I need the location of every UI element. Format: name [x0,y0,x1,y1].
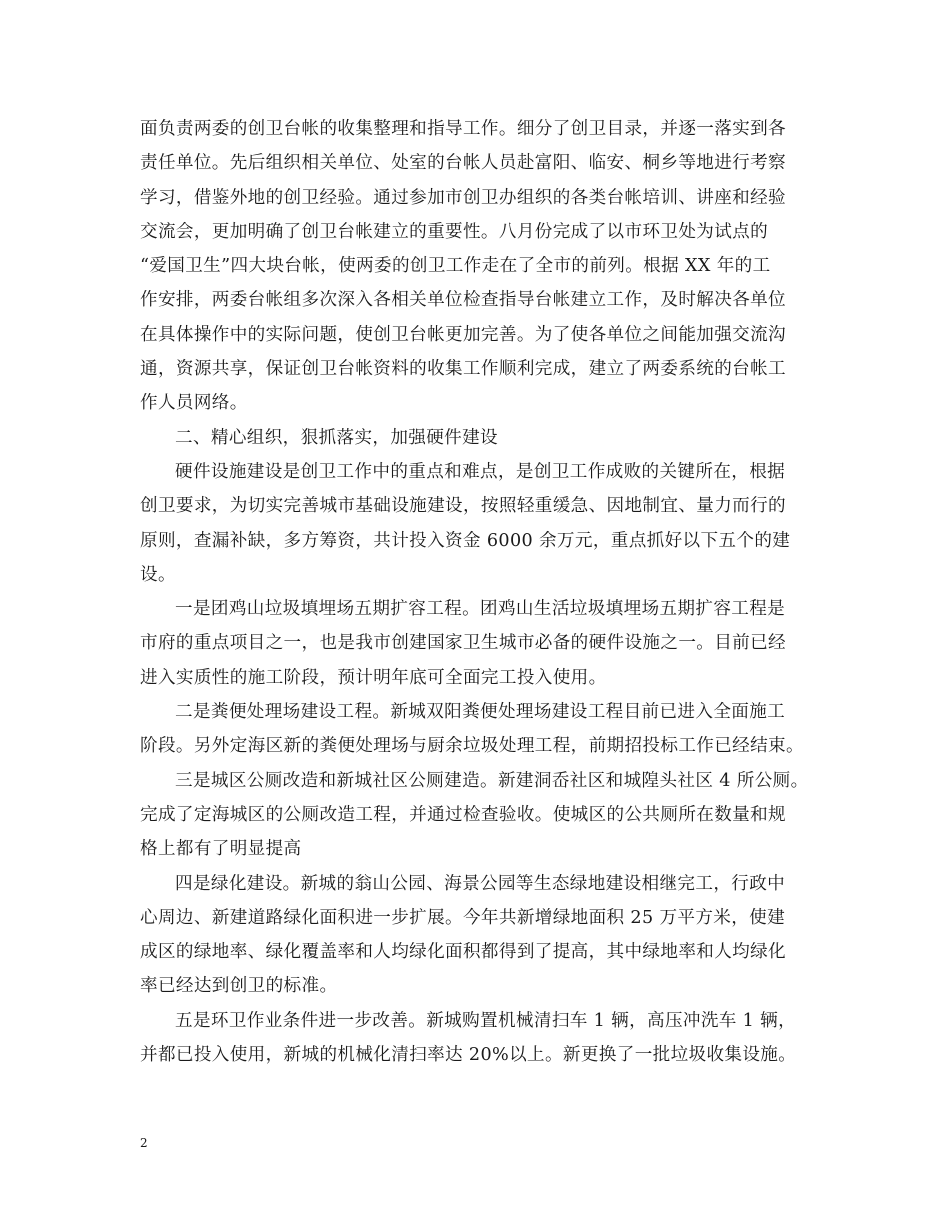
text-line: 作安排，两委台帐组多次深入各相关单位检查指导台帐建立工作，及时解决各单位 [140,290,786,311]
text-line: 心周边、新建道路绿化面积进一步扩展。今年共新增绿地面积 25 万平方米，使建 [140,907,786,928]
text-line: 二、精心组织，狠抓落实，加强硬件建设 [175,427,498,448]
text-line: 成区的绿地率、绿化覆盖率和人均绿化面积都得到了提高，其中绿地率和人均绿化 [140,942,786,963]
text-line: 并都已投入使用，新城的机械化清扫率达 20%以上。新更换了一批垃圾收集设施。 [140,1045,797,1066]
text-line: “爱国卫生”四大块台帐，使两委的创卫工作走在了全市的前列。根据 XX 年的工 [140,256,771,277]
text-line: 四是绿化建设。新城的翁山公园、海景公园等生态绿地建设相继完工，行政中 [175,873,786,894]
text-line: 完成了定海城区的公厕改造工程，并通过检查验收。使城区的公共厕所在数量和规 [140,804,786,825]
text-line: 进入实质性的施工阶段，预计明年底可全面完工投入使用。 [140,667,607,688]
text-line: 二是粪便处理场建设工程。新城双阳粪便处理场建设工程目前已进入全面施工 [175,702,786,723]
text-line: 通，资源共享，保证创卫台帐资料的收集工作顺利完成，建立了两委系统的台帐工 [140,359,786,380]
text-line: 作人员网络。 [140,393,248,414]
text-line: 交流会，更加明确了创卫台帐建立的重要性。八月份完成了以市环卫处为试点的 [140,221,769,242]
document-body [140,112,812,1072]
text-line: 三是城区公厕改造和新城社区公厕建造。新建洞岙社区和城隍头社区 4 所公厕。 [175,770,809,791]
text-line: 原则，查漏补缺，多方筹资，共计投入资金 6000 余万元，重点抓好以下五个的建 [140,530,791,551]
page-number: 2 [140,1136,148,1150]
text-line: 面负责两委的创卫台帐的收集整理和指导工作。细分了创卫目录，并逐一落实到各 [140,119,786,139]
text-line: 格上都有了明显提高 [140,839,302,860]
text-line: 设。 [140,564,176,585]
text-line: 阶段。另外定海区新的粪便处理场与厨余垃圾处理工程，前期招投标工作已经结束。 [140,736,804,757]
text-line: 责任单位。先后组织相关单位、处室的台帐人员赴富阳、临安、桐乡等地进行考察 [140,153,786,174]
text-line: 率已经达到创卫的标准。 [140,976,338,997]
text-line: 硬件设施建设是创卫工作中的重点和难点，是创卫工作成败的关键所在，根据 [175,461,786,482]
text-line: 在具体操作中的实际问题，使创卫台帐更加完善。为了使各单位之间能加强交流沟 [140,324,786,345]
text-line: 创卫要求，为切实完善城市基础设施建设，按照轻重缓急、因地制宜、量力而行的 [140,496,786,517]
text-line: 学习，借鉴外地的创卫经验。通过参加市创卫办组织的各类台帐培训、讲座和经验 [140,187,786,208]
text-line: 市府的重点项目之一，也是我市创建国家卫生城市必备的硬件设施之一。目前已经 [140,633,786,654]
text-line: 一是团鸡山垃圾填埋场五期扩容工程。团鸡山生活垃圾填埋场五期扩容工程是 [175,599,786,620]
text-line: 五是环卫作业条件进一步改善。新城购置机械清扫车 1 辆，高压冲洗车 1 辆， [175,1010,797,1031]
